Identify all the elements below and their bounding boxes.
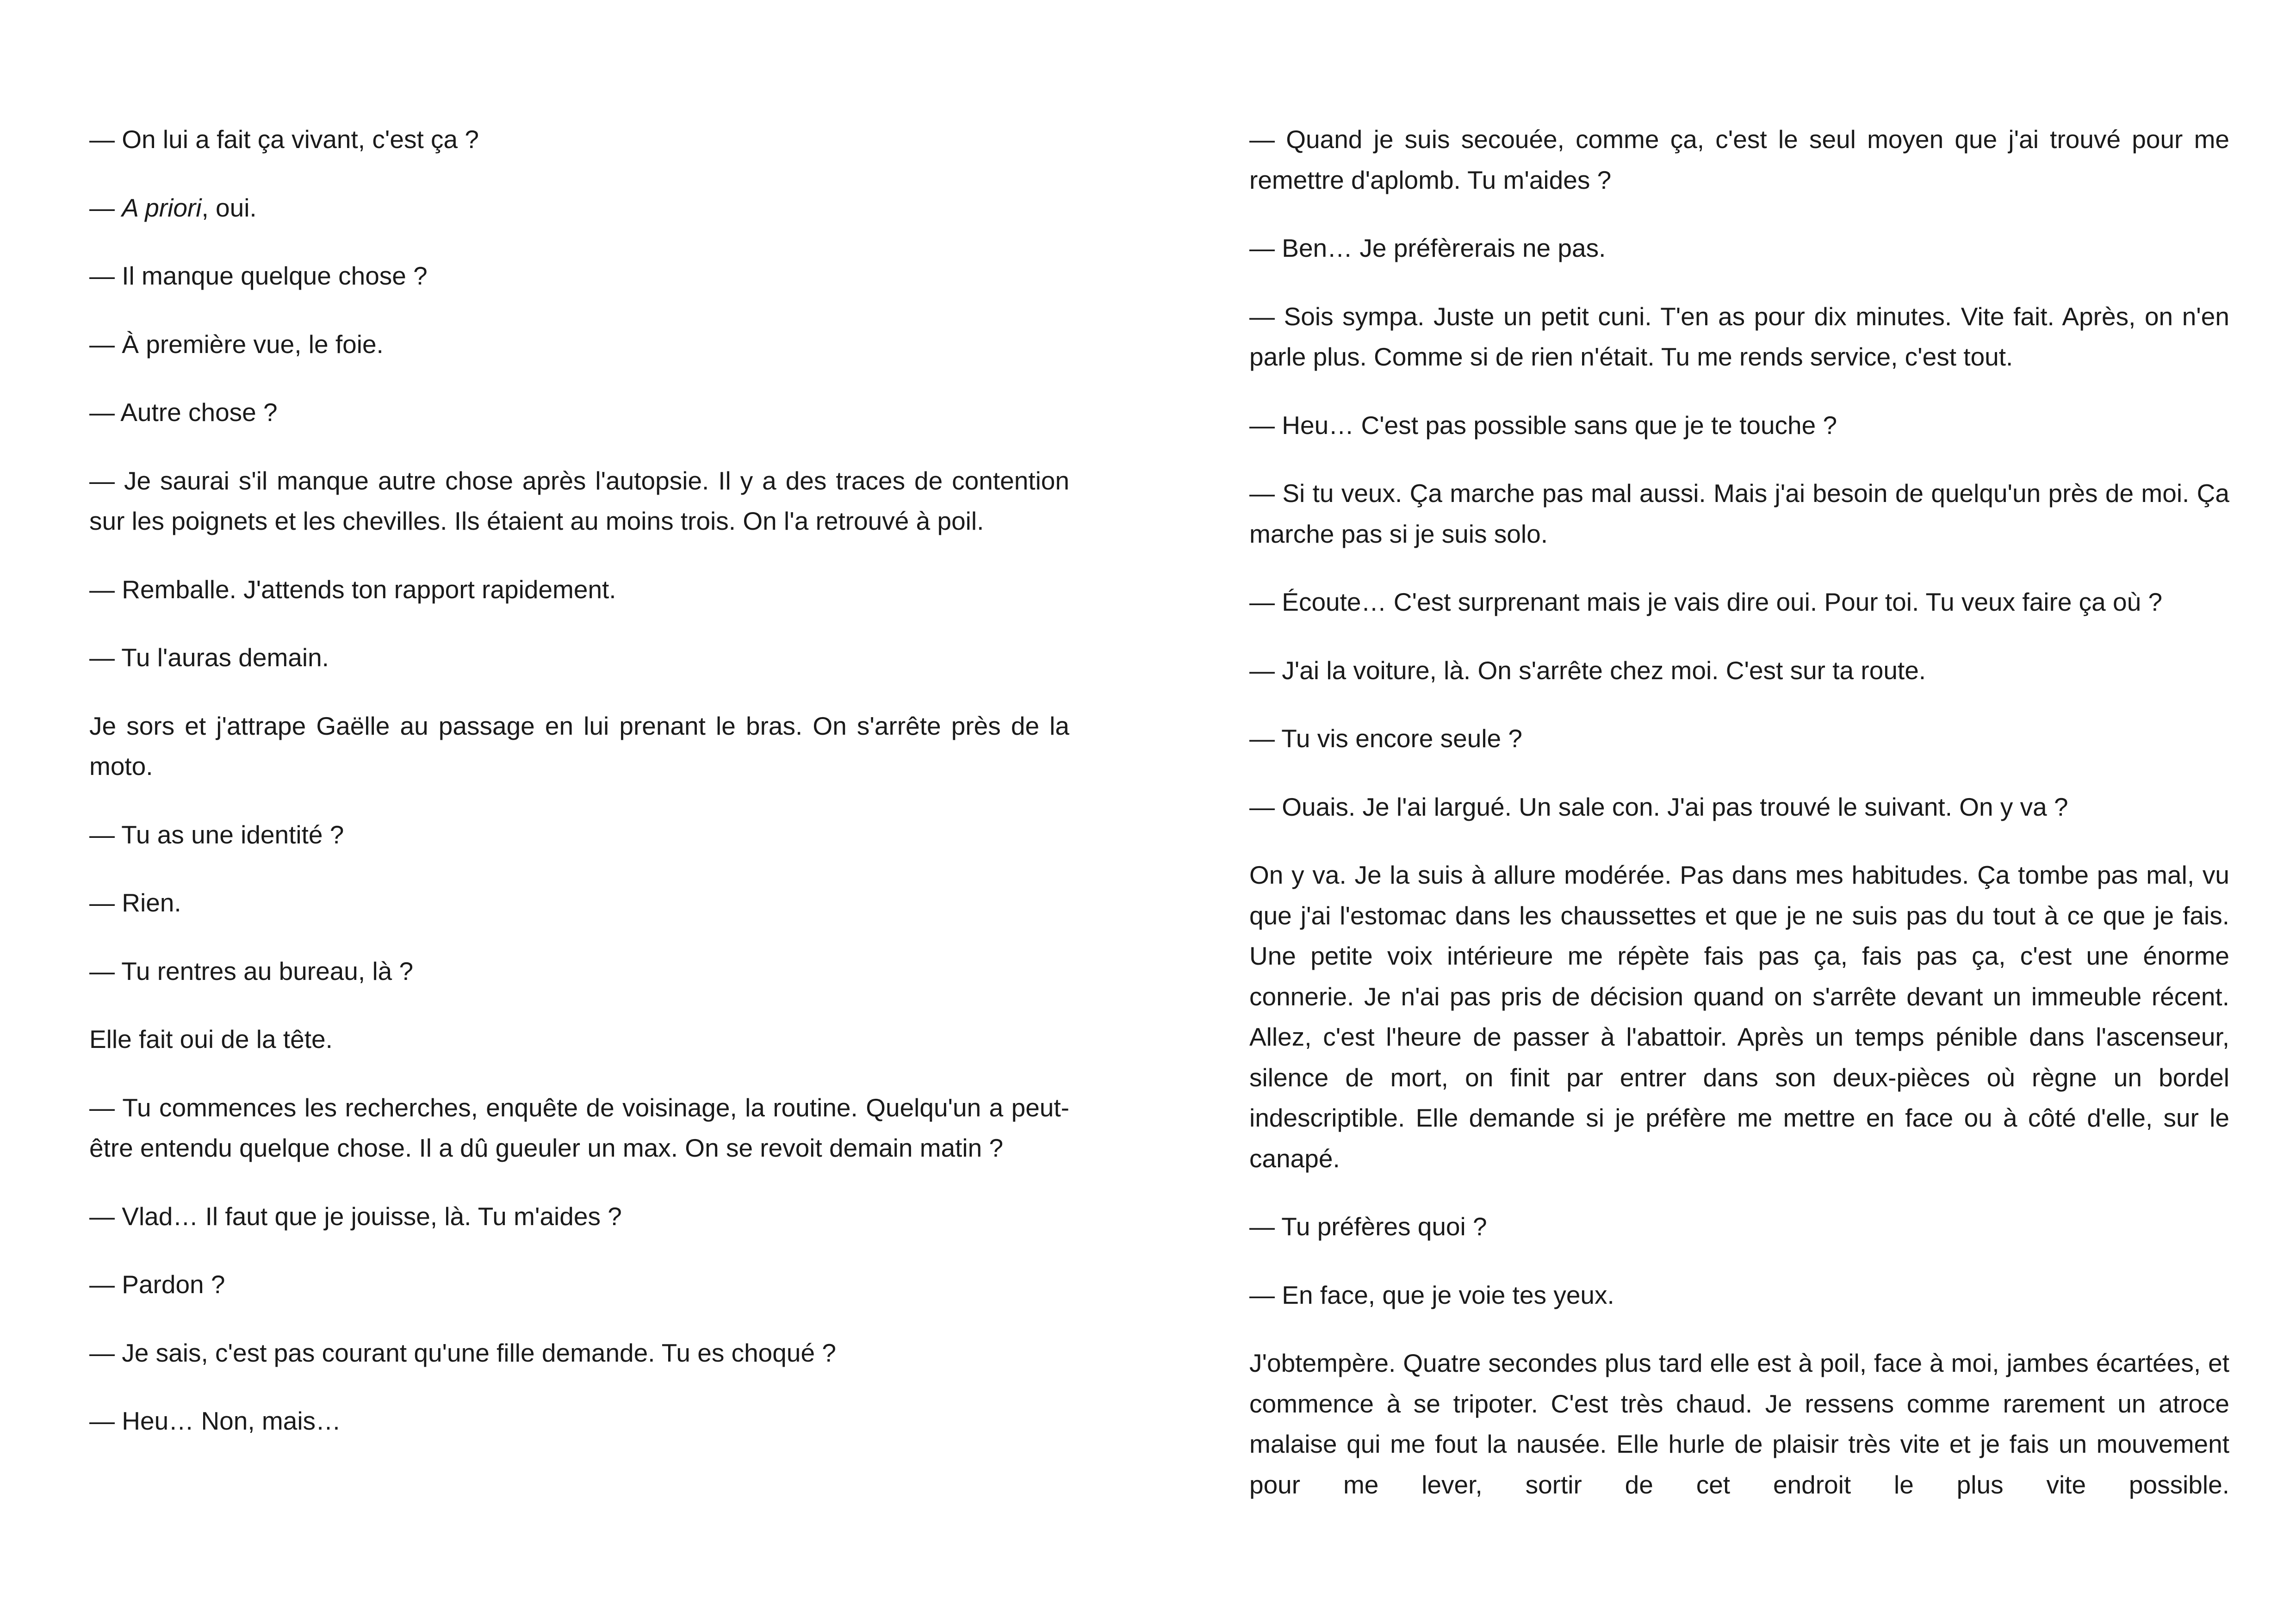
paragraph: — Tu vis encore seule ? bbox=[1249, 724, 1523, 753]
paragraph: J'obtempère. Quatre secondes plus tard elle est à poil, face à moi, jambes écartées, et commence à se tripoter. C'est très chaud. Je ressens comme rarement un atroce malaise qui me fout la nausée. Elle hurle de plaisir très vite et je fais un mouvement pour me lever, sortir de cet endroit le plus vite possible. bbox=[1249, 1349, 2229, 1499]
paragraph: — Si tu veux. Ça marche pas mal aussi. Mais j'ai besoin de quelqu'un près de moi. Ça marche pas si je suis solo. bbox=[1249, 479, 2229, 548]
paragraph: — Remballe. J'attends ton rapport rapidement. bbox=[89, 575, 616, 604]
paragraph: — J'ai la voiture, là. On s'arrête chez moi. C'est sur ta route. bbox=[1249, 656, 1926, 685]
paragraph-italic bbox=[89, 188, 1069, 229]
paragraph: — À première vue, le foie. bbox=[89, 329, 384, 359]
paragraph: — Heu… C'est pas possible sans que je te touche ? bbox=[1249, 410, 1837, 440]
paragraph: — Sois sympa. Juste un petit cuni. T'en as pour dix minutes. Vite fait. Après, on n'en parle plus. Comme si de rien n'était. Tu me rends service, c'est tout. bbox=[1249, 302, 2229, 371]
italic-phrase: A priori bbox=[122, 193, 202, 222]
paragraph: — Ben… Je préfèrerais ne pas. bbox=[1249, 234, 1606, 262]
paragraph-rest: , oui. bbox=[201, 193, 257, 222]
paragraph: — Écoute… C'est surprenant mais je vais dire oui. Pour toi. Tu veux faire ça où ? bbox=[1249, 588, 2163, 616]
paragraph: — Ouais. Je l'ai largué. Un sale con. J'ai pas trouvé le suivant. On y va ? bbox=[1249, 792, 2068, 821]
paragraph: — Tu as une identité ? bbox=[89, 820, 344, 849]
paragraph: — Tu préfères quoi ? bbox=[1249, 1212, 1487, 1241]
right-column bbox=[1249, 119, 2229, 1533]
paragraph: — Tu commences les recherches, enquête de voisinage, la routine. Quelqu'un a peut-être entendu quelque chose. Il a dû gueuler un max. On se revoit demain matin ? bbox=[89, 1093, 1069, 1162]
paragraph: — Quand je suis secouée, comme ça, c'est le seul moyen que j'ai trouvé pour me remettre d'aplomb. Tu m'aides ? bbox=[1249, 125, 2229, 194]
paragraph: On y va. Je la suis à allure modérée. Pas dans mes habitudes. Ça tombe pas mal, vu que j'ai l'estomac dans les chaussettes et que je ne suis pas du tout à ce que je fais. Une petite voix intérieure me répète fais pas ça, fais pas ça, c'est une énorme connerie. Je n'ai pas pris de décision quand on s'arrête devant un immeuble récent. Allez, c'est l'heure de passer à l'abattoir. Après un temps pénible dans l'ascenseur, silence de mort, on finit par entrer dans son deux-pièces où règne un bordel indescriptible. Elle demande si je préfère me mettre en face ou à côté d'elle, sur le canapé. bbox=[1249, 861, 2229, 1173]
paragraph-dash: — bbox=[89, 193, 122, 222]
paragraph: Je sors et j'attrape Gaëlle au passage en lui prenant le bras. On s'arrête près de la moto. bbox=[89, 711, 1069, 781]
paragraph: — Je saurai s'il manque autre chose après l'autopsie. Il y a des traces de contention sur les poignets et les chevilles. Ils étaient au moins trois. On l'a retrouvé à poil. bbox=[89, 466, 1069, 535]
paragraph: — Heu… Non, mais… bbox=[89, 1406, 341, 1435]
paragraph: — Tu l'auras demain. bbox=[89, 643, 329, 672]
paragraph: — Autre chose ? bbox=[89, 398, 278, 427]
paragraph: Elle fait oui de la tête. bbox=[89, 1025, 333, 1053]
paragraph: — On lui a fait ça vivant, c'est ça ? bbox=[89, 125, 479, 154]
paragraph: — Tu rentres au bureau, là ? bbox=[89, 956, 414, 985]
paragraph: — Vlad… Il faut que je jouisse, là. Tu m'aides ? bbox=[89, 1202, 622, 1231]
paragraph: — Il manque quelque chose ? bbox=[89, 261, 428, 290]
paragraph: — Rien. bbox=[89, 888, 181, 917]
paragraph: — Pardon ? bbox=[89, 1270, 225, 1299]
left-column bbox=[89, 119, 1069, 1469]
paragraph: — En face, que je voie tes yeux. bbox=[1249, 1280, 1614, 1309]
paragraph: — Je sais, c'est pas courant qu'une fille demande. Tu es choqué ? bbox=[89, 1338, 836, 1367]
